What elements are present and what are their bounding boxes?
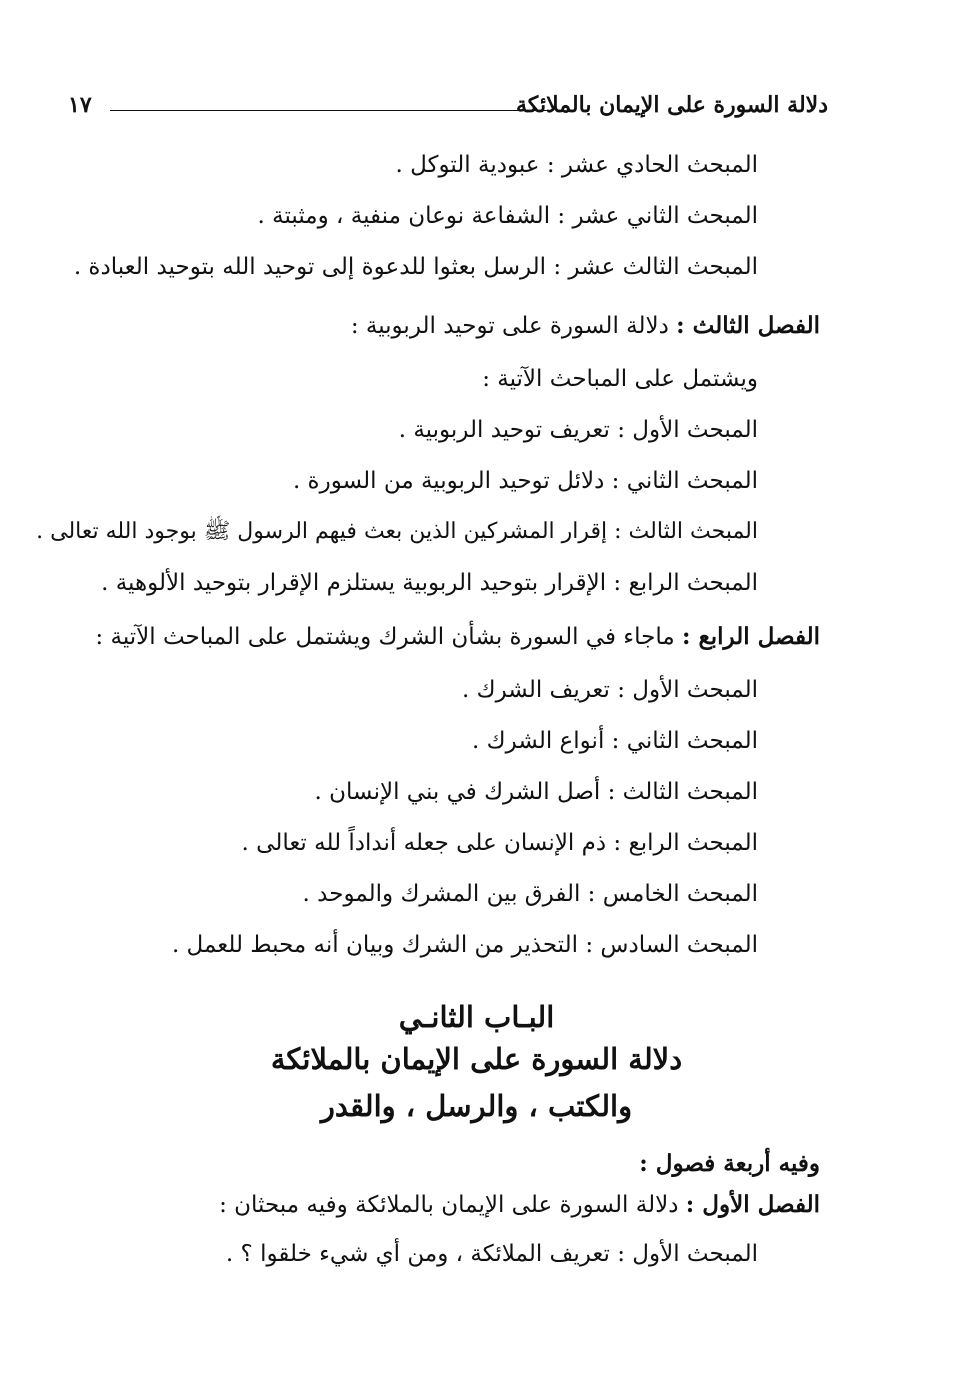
toc-line: المبحث الثالث : إقرار المشركين الذين بعث فيهم الرسول ﷺ بوجود الله تعالى .	[36, 519, 758, 544]
toc-line: المبحث الرابع : الإقرار بتوحيد الربوبية يستلزم الإقرار بتوحيد الألوهية .	[101, 570, 758, 596]
toc-line: المبحث الثالث عشر : الرسل بعثوا للدعوة إلى توحيد الله بتوحيد العبادة .	[73, 254, 758, 280]
section-heading: الفصل الثالث : دلالة السورة على توحيد الربوبية :	[350, 312, 820, 339]
toc-line: المبحث الحادي عشر : عبودية التوكل .	[395, 152, 758, 178]
running-title: دلالة السورة على الإيمان بالملائكة	[516, 92, 828, 118]
section-label: الفصل الأول :	[685, 1191, 820, 1218]
section-heading: الفصل الأول : دلالة السورة على الإيمان بالملائكة وفيه مبحثان :	[219, 1191, 820, 1218]
toc-line: المبحث الثاني : دلائل توحيد الربوبية من السورة .	[292, 468, 758, 494]
section-heading	[639, 1147, 820, 1181]
toc-line: المبحث الأول : تعريف توحيد الربوبية .	[398, 417, 758, 443]
chapter-subtitle: دلالة السورة على الإيمان بالملائكة	[270, 1042, 683, 1076]
toc-line: المبحث الثالث : أصل الشرك في بني الإنسان .	[314, 779, 758, 805]
page-number: ١٧	[68, 92, 92, 118]
section-label: الفصل الرابع :	[681, 623, 820, 650]
toc-line: ويشتمل على المباحث الآتية :	[482, 366, 758, 392]
page-header	[68, 92, 828, 128]
toc-line: المبحث السادس : التحذير من الشرك وبيان أنه محبط للعمل .	[171, 932, 758, 958]
section-label: وفيه أربعة فصول :	[639, 1150, 820, 1177]
section-heading: الفصل الرابع : ماجاء في السورة بشأن الشرك ويشتمل على المباحث الآتية :	[95, 623, 820, 650]
toc-line: المبحث الثاني : أنواع الشرك .	[472, 728, 758, 754]
toc-line: المبحث الأول : تعريف الشرك .	[462, 677, 758, 703]
section-label: الفصل الثالث :	[676, 312, 820, 339]
toc-line: المبحث الثاني عشر : الشفاعة نوعان منفية ، ومثبتة .	[257, 203, 758, 229]
toc-line: المبحث الأول : تعريف الملائكة ، ومن أي شيء خلقوا ؟ .	[225, 1241, 758, 1267]
chapter-title: البـاب الثانـي	[398, 1000, 555, 1034]
chapter-subtitle: والكتب ، والرسل ، والقدر	[320, 1089, 633, 1123]
toc-line: المبحث الخامس : الفرق بين المشرك والموحد .	[302, 881, 758, 907]
header-rule	[110, 110, 553, 111]
toc-line: المبحث الرابع : ذم الإنسان على جعله أنداداً لله تعالى .	[241, 830, 758, 856]
